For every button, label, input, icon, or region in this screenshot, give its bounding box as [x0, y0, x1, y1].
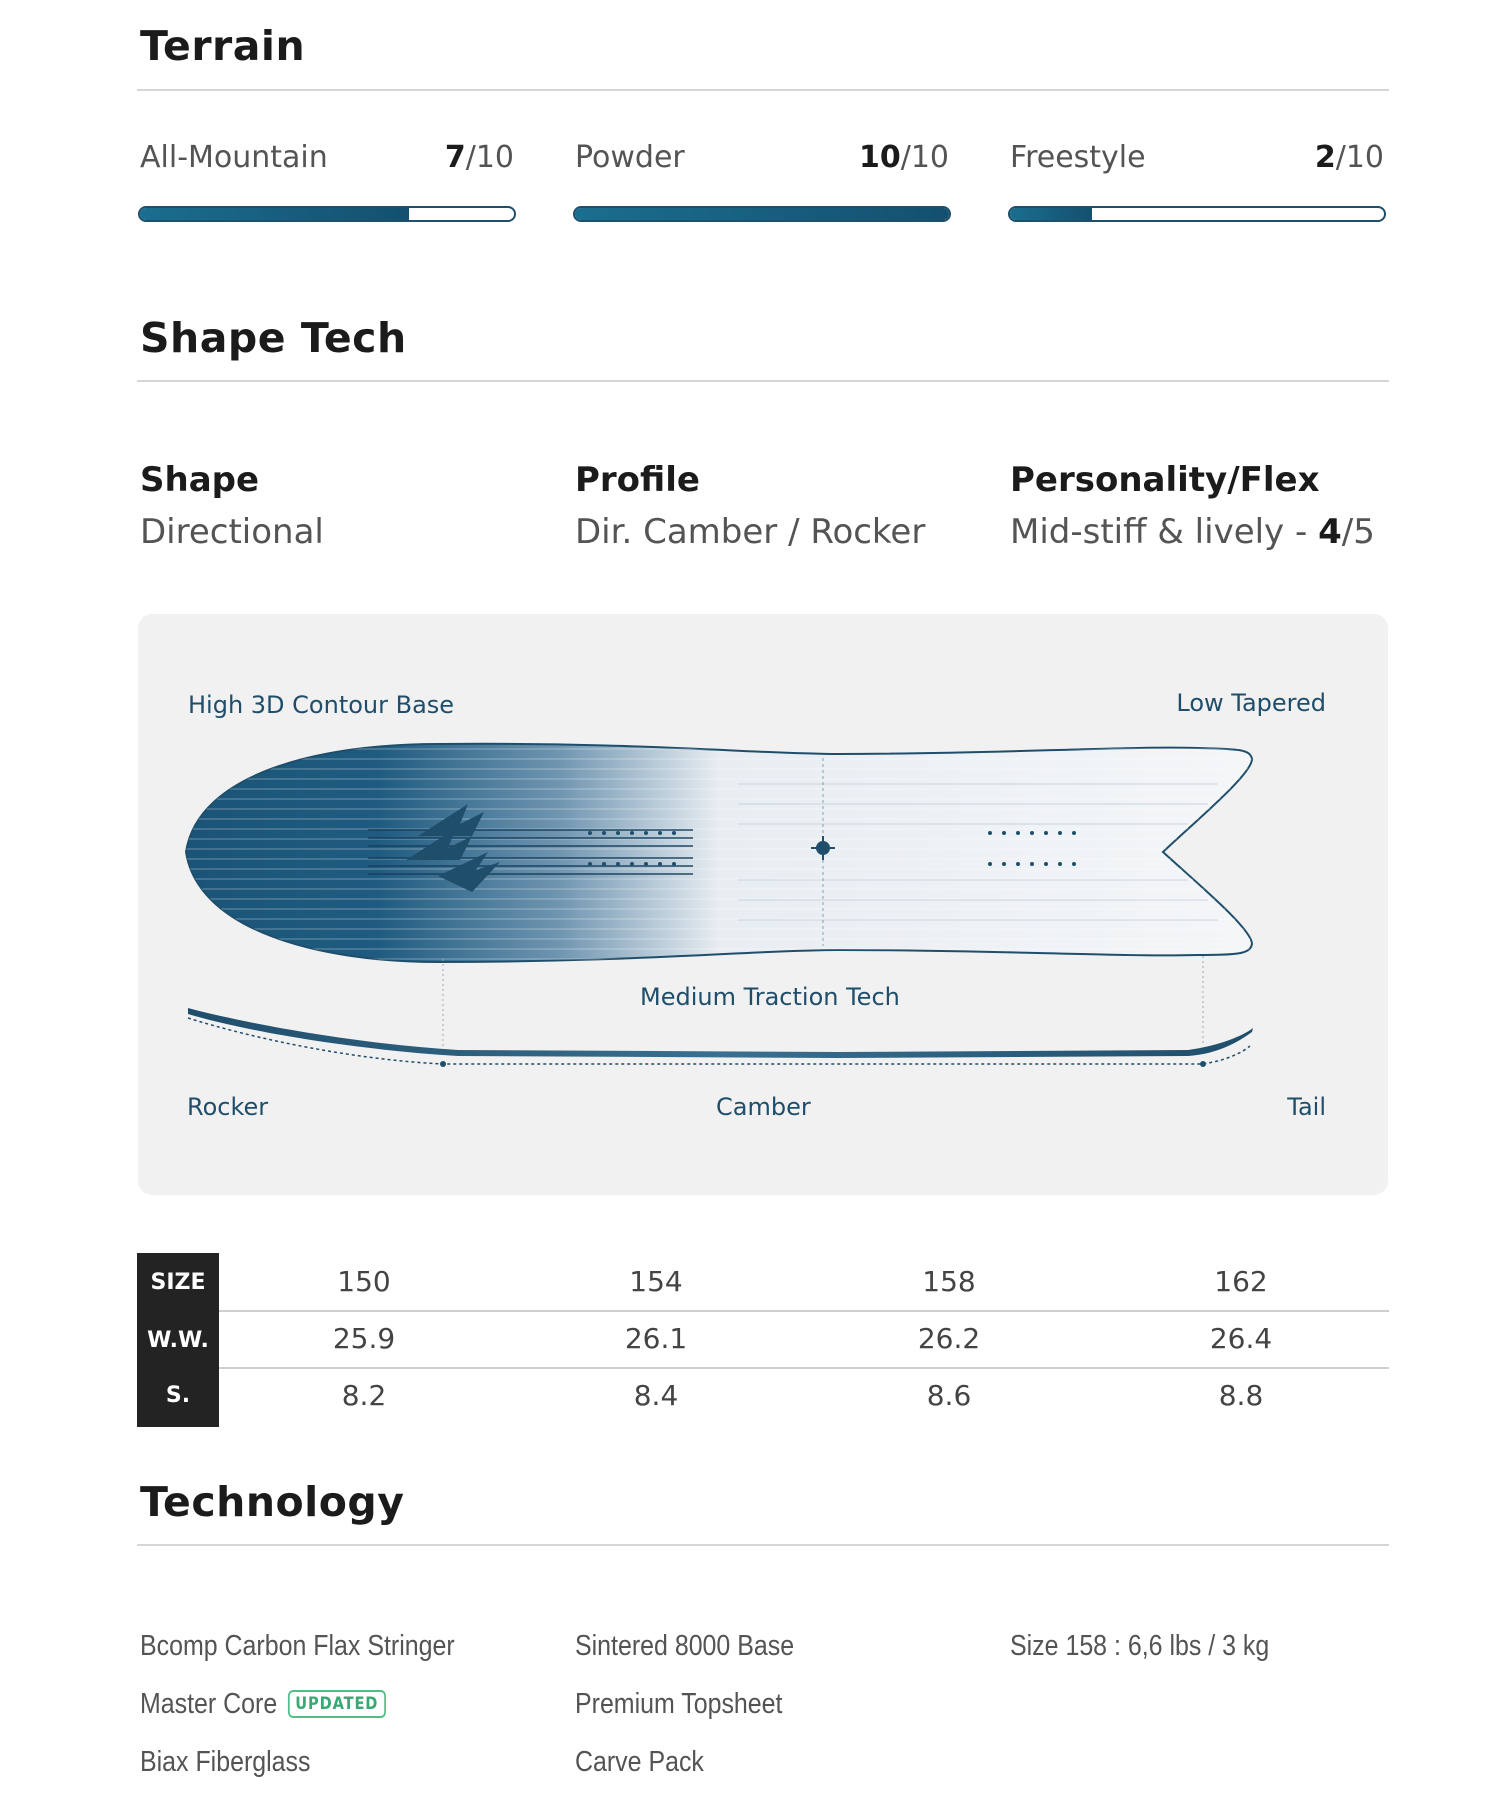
- board-profile-view: [188, 1008, 1253, 1067]
- spec-profile-label: Profile: [575, 460, 700, 500]
- diagram-rocker-label: Rocker: [187, 1093, 269, 1121]
- terrain-title: Terrain: [140, 22, 306, 70]
- diagram-base-label: High 3D Contour Base: [188, 691, 455, 719]
- terrain-powder: [573, 140, 951, 230]
- board-diagram-panel: [138, 614, 1388, 1195]
- technology-divider: [137, 1544, 1389, 1546]
- shape-tech-title: Shape Tech: [140, 314, 407, 362]
- technology-title: Technology: [140, 1478, 405, 1526]
- terrain-divider: [137, 89, 1389, 91]
- table-cell: 8.4: [633, 1379, 679, 1412]
- terrain-score: 10/10: [858, 140, 949, 175]
- diagram-camber-label: Camber: [716, 1093, 811, 1121]
- table-header-size: SIZE: [150, 1270, 206, 1295]
- table-cell: 25.9: [332, 1322, 396, 1355]
- table-header-sidecut: S.: [165, 1383, 191, 1408]
- tech-item-master-core: Master Core UPDATED: [140, 1688, 386, 1721]
- table-cell: 26.2: [917, 1322, 981, 1355]
- terrain-label: All-Mountain: [140, 140, 328, 175]
- terrain-bar: [1008, 206, 1386, 222]
- terrain-score: 2/10: [1314, 140, 1384, 175]
- table-cell: 8.6: [926, 1379, 972, 1412]
- terrain-score: 7/10: [444, 140, 514, 175]
- spec-shape: [140, 460, 560, 552]
- spec-profile: [575, 460, 995, 552]
- updated-badge: UPDATED: [288, 1690, 387, 1718]
- table-cell: 150: [337, 1265, 391, 1298]
- tech-item: Premium Topsheet: [575, 1688, 783, 1720]
- size-table-header: [137, 1253, 219, 1427]
- table-row-divider: [219, 1310, 1389, 1312]
- terrain-all-mountain: [138, 140, 516, 230]
- spec-flex-label: Personality/Flex: [1010, 460, 1320, 500]
- spec-flex: [1010, 460, 1430, 552]
- table-cell: 162: [1214, 1265, 1268, 1298]
- diagram-tail-shape-label: Low Tapered: [1176, 689, 1326, 717]
- tech-item: Biax Fiberglass: [140, 1746, 311, 1778]
- board-top-view: [186, 744, 1252, 962]
- table-cell: 8.8: [1218, 1379, 1264, 1412]
- terrain-bar-fill: [140, 208, 409, 220]
- table-header-waist-width: W.W.: [147, 1328, 209, 1353]
- table-cell: 26.4: [1209, 1322, 1273, 1355]
- tech-item: Bcomp Carbon Flax Stringer: [140, 1630, 455, 1662]
- terrain-bar-fill: [575, 208, 949, 220]
- diagram-traction-label: Medium Traction Tech: [640, 983, 900, 1011]
- terrain-label: Powder: [575, 140, 685, 175]
- terrain-bar: [138, 206, 516, 222]
- terrain-label: Freestyle: [1010, 140, 1146, 175]
- spec-profile-value: Dir. Camber / Rocker: [575, 512, 926, 552]
- spec-flex-value: Mid-stiff & lively - 4/5: [1010, 512, 1375, 552]
- tech-item-weight: Size 158 : 6,6 lbs / 3 kg: [1010, 1630, 1270, 1662]
- table-cell: 8.2: [341, 1379, 387, 1412]
- table-cell: 26.1: [624, 1322, 688, 1355]
- table-cell: 158: [922, 1265, 976, 1298]
- tech-item: Sintered 8000 Base: [575, 1630, 795, 1662]
- tech-item: Carve Pack: [575, 1746, 704, 1778]
- table-cell: 154: [629, 1265, 683, 1298]
- terrain-bar-fill: [1010, 208, 1092, 220]
- diagram-tail-label: Tail: [1287, 1093, 1326, 1121]
- shape-tech-divider: [137, 380, 1389, 382]
- terrain-freestyle: [1008, 140, 1386, 230]
- spec-shape-value: Directional: [140, 512, 324, 552]
- table-row-divider: [219, 1367, 1389, 1369]
- terrain-bar: [573, 206, 951, 222]
- spec-shape-label: Shape: [140, 460, 260, 500]
